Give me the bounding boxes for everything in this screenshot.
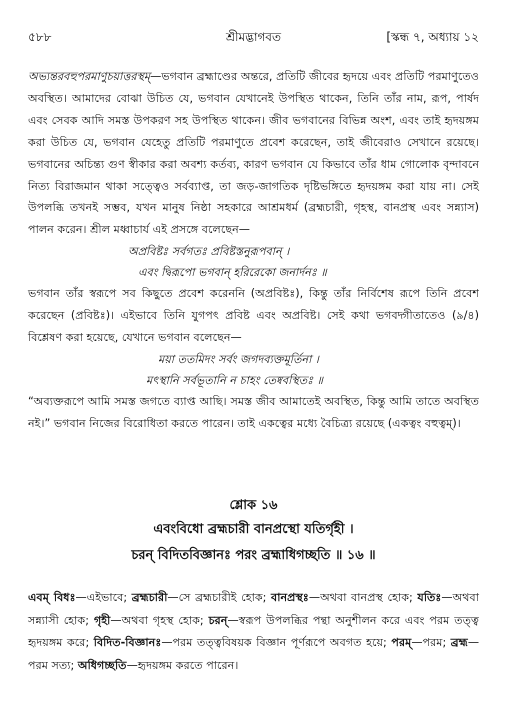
synonym-term: গৃহী bbox=[93, 613, 111, 627]
synonym-meaning: —পরম সত্য; bbox=[28, 636, 479, 672]
page-number: ৫৮৮ bbox=[28, 30, 52, 44]
quoted-verse-1-line-1: অপ্রবিষ্টঃ সর্বগতঃ প্রবিষ্টস্তনুরূপবান্ । bbox=[128, 245, 290, 259]
sloka-line-1: এবংবিধো ব্রহ্মচারী বানপ্রস্থো যতির্গৃহী । bbox=[153, 522, 354, 537]
synonym-meaning: —স্বরূপ উপলব্ধির পন্থা অনুশীলন করে এবং পরম তত্ত্ব হৃদয়ঙ্গম করে; bbox=[28, 613, 479, 649]
synonym-term: বিদিত-বিজ্ঞানঃ bbox=[93, 636, 162, 649]
synonym-meaning: —অথবা বানপ্রস্থ হোক; bbox=[308, 591, 418, 604]
purport-paragraph-3: “অব্যক্তরূপে আমি সমস্ত জগতে ব্যাপ্ত আছি। সমস্ত জীব আমাতেই অবস্থিত, কিন্তু আমি তাতে অবস্থিত নই।” ভগবান নিজের বিরোধিতা করতে পারেন। তাই একত্বের মধ্যে বৈচিত্র্য রয়েছে (একত্বং বহুত্বম্)। bbox=[28, 394, 479, 430]
sanskrit-lead-phrase: অভ্যন্তরবহুপরমাণুচয়াত্তরস্থম্ bbox=[28, 70, 151, 83]
synonym-meaning: —পরম তত্ত্ববিষয়ক বিজ্ঞান পূর্ণরূপে অবগত হয়ে; bbox=[161, 636, 392, 649]
quoted-verse-2-line-2: মৎস্থানি সর্বভূতানি ন চাহং তেষ্ববস্থিতঃ ॥ bbox=[146, 373, 323, 387]
synonym-term: বানপ্রস্থঃ bbox=[271, 591, 309, 604]
synonyms-section bbox=[28, 587, 479, 677]
synonym-meaning: —পরম; bbox=[411, 636, 451, 649]
purport-paragraph-1 bbox=[28, 66, 479, 241]
sloka-block bbox=[28, 495, 479, 569]
sloka-heading: শ্লোক ১৬ bbox=[229, 498, 278, 513]
sloka-line-2: চরন্ বিদিতবিজ্ঞানঃ পরং ব্রহ্মাধিগচ্ছতি ॥ ১৬ ॥ bbox=[131, 548, 376, 563]
purport-section bbox=[28, 66, 479, 435]
synonym-meaning: —অথবা গৃহস্থ হোক; bbox=[110, 613, 209, 627]
synonym-meaning: —সে ব্রহ্মচারীই হোক; bbox=[167, 591, 272, 604]
synonym-term: চরন্ bbox=[208, 613, 228, 627]
synonym-meaning: —এইভাবে; bbox=[75, 591, 132, 604]
purport-paragraph-2: ভগবান তাঁর স্বরূপে সব কিছুতে প্রবেশ করেননি (অপ্রবিষ্টঃ), কিন্তু তাঁর নির্বিশেষ রূপে তিনি প্রবেশ করেছেন (প্রবিষ্টঃ)। এইভাবে তিনি যুগপৎ প্রবিষ্ট এবং অপ্রবিষ্ট। সেই কথা ভগবদ্গীতাতেও (৯/৪) বিশ্লেষণ করা হয়েছে, যেখানে ভগবান বলেছেন— bbox=[28, 287, 479, 345]
quoted-verse-2-line-1: ময়া ততমিদং সর্বং জগদব্যক্তমূর্তিনা । bbox=[158, 352, 319, 366]
book-title: শ্রীমদ্ভাগবত bbox=[225, 30, 281, 44]
synonym-term: যতিঃ bbox=[417, 591, 442, 604]
synonym-term: অধিগচ্ছতি bbox=[77, 658, 127, 672]
quoted-verse-1-line-2: এবং দ্বিরূপো ভগবান্ হরিরেকো জনার্দনঃ ॥ bbox=[138, 266, 327, 280]
running-header bbox=[28, 28, 479, 46]
synonym-meaning: —অথবা সন্ন্যাসী হোক; bbox=[28, 591, 479, 627]
synonym-term: এবম্ বিধঃ bbox=[28, 591, 76, 604]
synonyms-paragraph bbox=[28, 587, 479, 677]
chapter-reference: [স্কন্ধ ৭, অধ্যায় ১২ bbox=[386, 30, 479, 44]
synonym-term: ব্রহ্মচারী bbox=[131, 591, 168, 604]
synonym-meaning: —হৃদয়ঙ্গম করতে পারেন। bbox=[126, 658, 239, 672]
paragraph-text: —ভগবান ব্রহ্মাণ্ডের অন্তরে, প্রতিটি জীবের হৃদয়ে এবং প্রতিটি পরমাণুতেও অবস্থিত। আমাদের বোঝা উচিত যে, ভগবান যেখানেই উপস্থিত থাকেন, তিনি তাঁর নাম, রূপ, পার্ষদ এবং সেবক আদি সমস্ত উপকরণ সহ উপস্থিত থাকেন। জীব ভগবানের বিভিন্ন অংশ, এবং তাই হৃদয়ঙ্গম করা উচিত যে, ভগবান যেহেতু প্রতিটি পরমাণুতে প্রবেশ করেছেন, তাই জীবেরাও সেখানে রয়েছে। ভগবানের অচিন্ত্য গুণ স্বীকার করা অবশ্য কর্তব্য, কারণ ভগবান যে কিভাবে তাঁর ধাম গোলোক বৃন্দাবনে নিত্য বিরাজমান থাকা সত্ত্বেও সর্বব্যাপ্ত, তা জড়-জাগতিক দৃষ্টিভঙ্গিতে হৃদয়ঙ্গম করা যায় না। সেই উপলব্ধি তখনই সম্ভব, যখন মানুষ নিষ্ঠা সহকারে আশ্রমধর্ম (ব্রহ্মচারী, গৃহস্থ, বানপ্রস্থ এবং সন্ন্যাস) পালন করেন। শ্রীল মধ্বাচার্য এই প্রসঙ্গে বলেছেন— bbox=[28, 70, 479, 237]
synonym-term: পরম্ bbox=[391, 636, 412, 649]
synonym-term: ব্রহ্ম bbox=[450, 636, 468, 649]
